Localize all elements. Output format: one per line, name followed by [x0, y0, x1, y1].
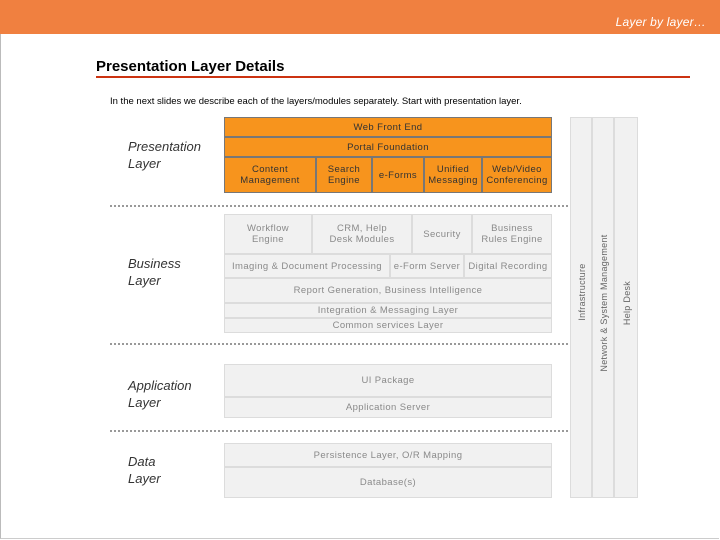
business-rules-engine-label-line2: Rules Engine [481, 234, 543, 245]
e-forms-label: e-Forms [378, 169, 418, 181]
infrastructure-column [570, 117, 592, 498]
separator-business-application [110, 343, 572, 345]
report-generation-label: Report Generation, Business Intelligence [293, 285, 483, 296]
infrastructure-label: Infrastructure [577, 263, 587, 321]
crm-help-desk-label-line1: CRM, Help [336, 223, 388, 234]
unified-messaging-label-line1: Unified [436, 164, 470, 175]
security-label: Security [423, 228, 461, 240]
digital-recording-box [464, 254, 552, 278]
data-layer-label-line1: Data [128, 454, 156, 469]
search-engine-label-line2: Engine [328, 175, 360, 186]
crm-help-desk-box [312, 214, 412, 254]
business-rules-engine-label-line1: Business [491, 223, 533, 234]
application-server-box [224, 397, 552, 418]
report-generation-box [224, 278, 552, 303]
title-rule [96, 76, 690, 78]
portal-foundation-label: Portal Foundation [347, 141, 429, 153]
header-band [0, 0, 720, 34]
separator-application-data [110, 430, 572, 432]
content-management-box [224, 157, 316, 193]
application-server-label: Application Server [345, 402, 431, 413]
unified-messaging-box [424, 157, 482, 193]
content-management-label-line1: Content [251, 164, 289, 175]
e-forms-box [372, 157, 424, 193]
e-form-server-box [390, 254, 464, 278]
search-engine-box [316, 157, 372, 193]
imaging-document-processing-label: Imaging & Document Processing [232, 260, 382, 272]
separator-presentation-business [110, 205, 572, 207]
ui-package-box [224, 364, 552, 397]
content-management-label-line2: Management [240, 175, 300, 186]
integration-messaging-label: Integration & Messaging Layer [317, 305, 459, 316]
presentation-layer-label-line1: Presentation [128, 139, 201, 154]
integration-messaging-box [224, 303, 552, 318]
network-system-management-label: Network & System Management [599, 234, 609, 372]
database-label: Database(s) [359, 477, 417, 488]
data-layer-label-line2: Layer [128, 471, 161, 486]
application-layer-label [128, 377, 192, 411]
workflow-engine-box [224, 214, 312, 254]
application-layer-label-line2: Layer [128, 395, 161, 410]
ui-package-label: UI Package [361, 375, 415, 386]
crm-help-desk-label-line2: Desk Modules [329, 234, 395, 245]
web-front-end-box [224, 117, 552, 137]
digital-recording-label: Digital Recording [468, 260, 548, 272]
help-desk-label: Help Desk [622, 280, 632, 326]
persistence-layer-label: Persistence Layer, O/R Mapping [313, 449, 463, 461]
portal-foundation-box [224, 137, 552, 157]
persistence-layer-box [224, 443, 552, 467]
business-layer-label-line1: Business [128, 256, 181, 271]
network-system-management-column [592, 117, 614, 498]
application-layer-label-line1: Application [128, 378, 192, 393]
web-video-conferencing-label-line2: Conferencing [486, 175, 548, 186]
workflow-engine-label-line2: Engine [252, 234, 284, 245]
business-layer-label-line2: Layer [128, 273, 161, 288]
web-video-conferencing-box [482, 157, 552, 193]
page-title: Presentation Layer Details [96, 58, 285, 75]
workflow-engine-label-line1: Workflow [246, 223, 290, 234]
security-box [412, 214, 472, 254]
header-text: Layer by layer… [615, 15, 706, 29]
imaging-document-processing-box [224, 254, 390, 278]
presentation-layer-label-line2: Layer [128, 156, 161, 171]
help-desk-column [614, 117, 638, 498]
common-services-box [224, 318, 552, 333]
business-layer-label [128, 255, 181, 289]
unified-messaging-label-line2: Messaging [428, 175, 478, 186]
database-box [224, 467, 552, 498]
intro-text: In the next slides we describe each of the layers/modules separately. Start with presentation layer. [110, 96, 522, 107]
data-layer-label [128, 453, 161, 487]
search-engine-label-line1: Search [327, 164, 361, 175]
common-services-label: Common services Layer [332, 320, 444, 331]
web-front-end-label: Web Front End [353, 121, 423, 133]
web-video-conferencing-label-line1: Web/Video [492, 164, 542, 175]
presentation-layer-label [128, 138, 201, 172]
business-rules-engine-box [472, 214, 552, 254]
e-form-server-label: e-Form Server [393, 260, 461, 272]
